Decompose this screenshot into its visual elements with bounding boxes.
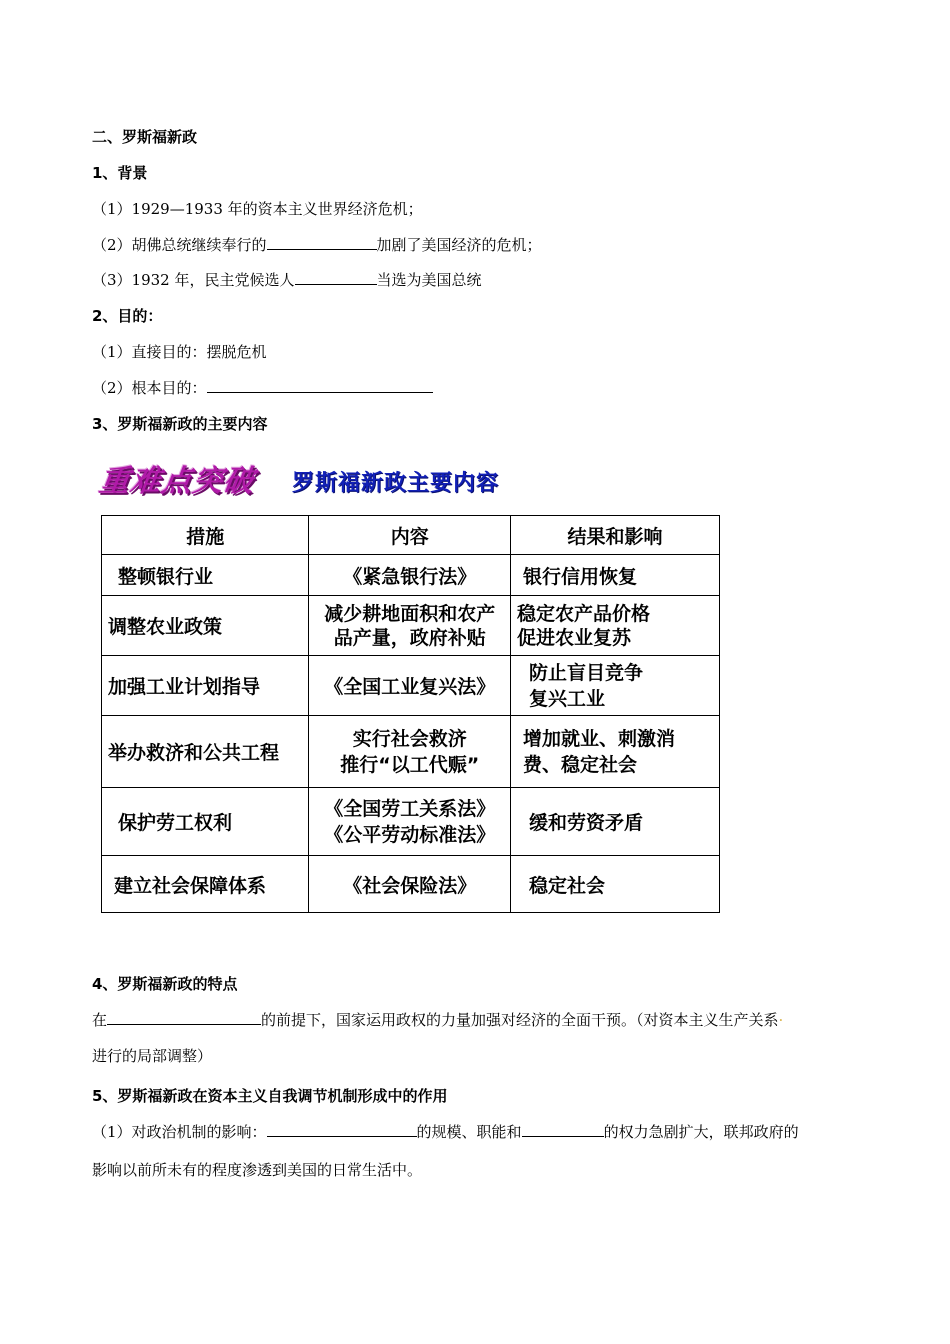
result-cell: [510, 856, 719, 913]
result-line: 费、稳定社会: [522, 753, 637, 776]
content-cell: [309, 856, 511, 913]
feature-middle: 的前提下，国家运用政权的力量加强对经济的全面干预。（对资本主义生产关: [261, 1011, 764, 1029]
result-cell: [510, 788, 719, 856]
feature-text: [92, 1010, 783, 1030]
fill-blank: [522, 1122, 604, 1137]
content-line: 《社会保险法》: [343, 874, 477, 897]
result-line: 增加就业、刺激消: [522, 727, 675, 750]
role-item-1: [92, 1122, 799, 1142]
content-line: 《公平劳动标准法》: [324, 823, 496, 846]
background-item-1: （1）1929—1933 年的资本主义世界经济危机；: [92, 200, 423, 218]
content-line: 《全国工业复兴法》: [324, 676, 496, 698]
result-line: 稳定农产品价格: [516, 602, 650, 625]
result-cell: [510, 716, 719, 788]
purpose-item2-label: （2）根本目的：: [92, 379, 207, 397]
result-line: 促进农业复苏: [516, 626, 631, 649]
measure-cell: 调整农业政策: [102, 596, 309, 656]
result-line: 缓和劳资矛盾: [528, 812, 643, 834]
result-cell: [510, 555, 719, 596]
background-title: 1、背景: [92, 164, 148, 182]
header-content: 内容: [309, 516, 511, 555]
bg-item2-prefix: （2）胡佛总统继续奉行的: [92, 236, 267, 254]
header-measure: 措施: [102, 516, 309, 555]
content-cell: [309, 555, 511, 596]
feature-prefix: 在: [92, 1011, 108, 1029]
role-item-1-line-2: 影响以前所未有的程度渗透到美国的日常生活中。: [92, 1161, 423, 1179]
fill-blank: [295, 270, 377, 285]
role-item1-middle: 的规模、职能和: [416, 1123, 522, 1141]
content-cell: [309, 716, 511, 788]
purpose-title: 2、目的：: [92, 307, 163, 325]
banner: [97, 456, 700, 516]
content-line: 《紧急银行法》: [343, 565, 477, 588]
result-line: 稳定社会: [528, 874, 605, 897]
role-item1-suffix: 的权力急剧扩大，联邦政府的: [603, 1123, 799, 1141]
note-dot-icon: ·: [778, 1011, 784, 1029]
content-line: 推行“以工代赈”: [340, 753, 480, 776]
result-line: 复兴工业: [528, 687, 605, 710]
table-row: [102, 856, 720, 913]
fill-blank: [207, 378, 433, 393]
fill-blank: [267, 235, 377, 250]
feature-title: 4、罗斯福新政的特点: [92, 975, 238, 993]
feature-mark: 系: [763, 1011, 779, 1029]
measure-cell: 保护劳工权利: [102, 788, 309, 856]
table-row: [102, 788, 720, 856]
fill-blank: [107, 1010, 261, 1025]
result-cell: [510, 596, 719, 656]
measure-cell: 整顿银行业: [102, 555, 309, 596]
banner-badge: 重难点突破: [97, 464, 257, 499]
role-title: 5、罗斯福新政在资本主义自我调节机制形成中的作用: [92, 1087, 448, 1105]
content-line: 减少耕地面积和农产: [324, 602, 496, 625]
table-row: [102, 656, 720, 716]
background-item-3: [92, 270, 482, 290]
result-cell: [510, 656, 719, 716]
purpose-item-2: [92, 378, 433, 398]
feature-line-2: 进行的局部调整）: [92, 1047, 213, 1065]
measure-cell: 举办救济和公共工程: [102, 716, 309, 788]
content-title: 3、罗斯福新政的主要内容: [92, 415, 268, 433]
section-heading: 二、罗斯福新政: [92, 128, 198, 146]
measure-cell: 建立社会保障体系: [102, 856, 309, 913]
role-item1-prefix: （1）对政治机制的影响：: [92, 1123, 267, 1141]
purpose-item-1: （1）直接目的：摆脱危机: [92, 343, 267, 361]
table-row: [102, 555, 720, 596]
fill-blank: [267, 1122, 417, 1137]
content-cell: [309, 656, 511, 716]
content-line: 实行社会救济: [352, 727, 467, 750]
bg-item3-suffix: 当选为美国总统: [376, 271, 482, 289]
measure-cell: 加强工业计划指导: [102, 656, 309, 716]
background-item-2: [92, 235, 542, 255]
content-line: 品产量，政府补贴: [333, 626, 486, 649]
banner-title: 罗斯福新政主要内容: [292, 471, 500, 496]
table-header-row: [102, 516, 720, 555]
content-line: 《全国劳工关系法》: [324, 797, 496, 820]
bg-item3-prefix: （3）1932 年，民主党候选人: [92, 271, 295, 289]
header-result: 结果和影响: [510, 516, 719, 555]
table-row: [102, 596, 720, 656]
result-line: 银行信用恢复: [522, 565, 637, 588]
content-cell: [309, 596, 511, 656]
table-row: [102, 716, 720, 788]
result-line: 防止盲目竞争: [528, 661, 643, 684]
bg-item2-suffix: 加剧了美国经济的危机；: [376, 236, 542, 254]
new-deal-table: [101, 515, 720, 913]
content-cell: [309, 788, 511, 856]
